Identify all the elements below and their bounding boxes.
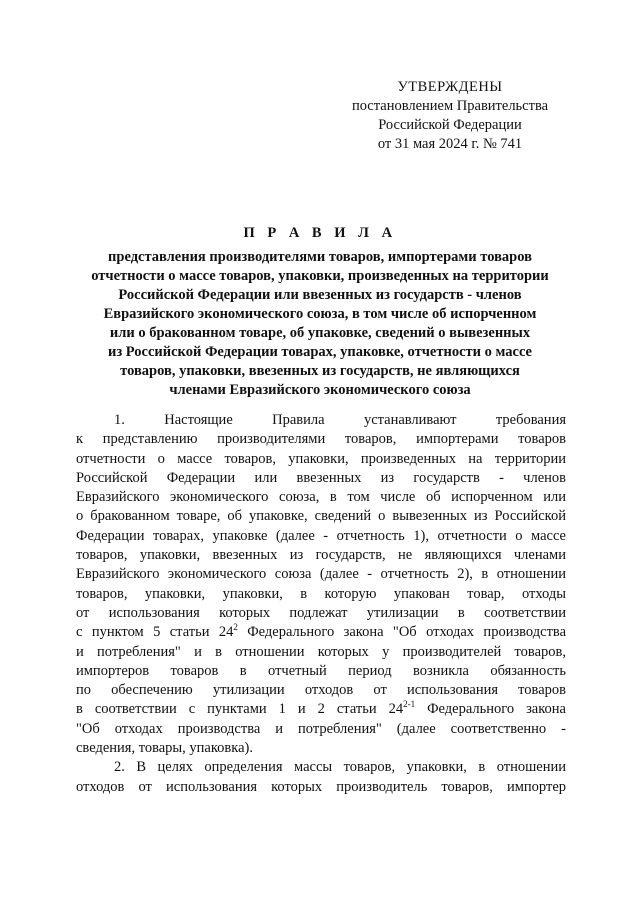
text-line: товаров, упаковки, ввезенных из государств, не являющихся членами bbox=[76, 547, 566, 564]
text-line: от использования которых подлежат утилизации в соответствии bbox=[76, 604, 566, 621]
text-line: по обеспечению утилизации отходов от использования товаров bbox=[76, 682, 566, 699]
document-subtitle bbox=[0, 248, 640, 400]
paragraph-2 bbox=[76, 758, 566, 797]
text-line: Евразийского экономического союза (далее - отчетность 2), в отношении bbox=[76, 566, 566, 583]
text-line: Федерации товарах, упаковке (далее - отчетность 1), отчетности о массе bbox=[76, 527, 566, 544]
document-title: П Р А В И Л А bbox=[243, 225, 397, 241]
text-line: "Об отходах производства и потребления" (далее соответственно - bbox=[76, 720, 566, 737]
approval-line: постановлением Правительства bbox=[351, 98, 549, 114]
text-line: товаров, упаковки, упаковки, в которую упакован товар, отходы bbox=[76, 585, 566, 602]
text-line: сведения, товары, упаковка). bbox=[76, 740, 253, 757]
superscript: 2 bbox=[233, 622, 238, 633]
text-line bbox=[76, 700, 566, 719]
text-line: импортеров товаров в отчетный период возникла обязанность bbox=[76, 662, 566, 679]
approval-word: УТВЕРЖДЕНЫ bbox=[397, 79, 503, 95]
subtitle-line: из Российской Федерации товарах, упаковке, отчетности о массе bbox=[107, 344, 532, 360]
approval-line: Российской Федерации bbox=[378, 117, 522, 133]
text-line: к представлению производителями товаров, импортерами товаров bbox=[76, 431, 566, 448]
approval-block bbox=[300, 78, 600, 154]
superscript: 2-1 bbox=[403, 699, 416, 710]
subtitle-line: или о бракованном товаре, об упаковке, сведений о вывезенных bbox=[109, 325, 531, 341]
text-line: отчетности о массе товаров, упаковки, произведенных на территории bbox=[76, 450, 566, 467]
subtitle-line: товаров, упаковки, ввезенных из государств, не являющихся bbox=[120, 363, 520, 379]
approval-date: от 31 мая 2024 г. № 741 bbox=[377, 136, 523, 152]
paragraph-1 bbox=[76, 411, 566, 758]
text-segment: Федерального закона bbox=[415, 701, 566, 718]
text-line: 1. Настоящие Правила устанавливают требования bbox=[114, 412, 566, 428]
subtitle-line: представления производителями товаров, импортерами товаров bbox=[108, 249, 532, 265]
subtitle-line: Евразийского экономического союза, в том числе об испорченном bbox=[103, 306, 537, 322]
text-line bbox=[76, 623, 566, 642]
subtitle-line: отчетности о массе товаров, упаковки, произведенных на территории bbox=[91, 268, 549, 284]
text-segment: в соответствии с пунктами 1 и 2 статьи 24 bbox=[76, 701, 404, 718]
text-segment: с пунктом 5 статьи 24 bbox=[76, 624, 234, 641]
subtitle-line: членами Евразийского экономического союза bbox=[169, 382, 471, 398]
text-line: о бракованном товаре, об упаковке, сведений о вывезенных из Российской bbox=[76, 508, 566, 525]
text-line: Евразийского экономического союза, в том числе об испорченном или bbox=[76, 489, 566, 506]
text-line: 2. В целях определения массы товаров, упаковки, в отношении bbox=[114, 759, 566, 776]
text-segment: Федерального закона "Об отходах производства bbox=[237, 624, 566, 641]
text-line: отходов от использования которых производитель товаров, импортер bbox=[76, 778, 566, 795]
text-line: Российской Федерации или ввезенных из государств - членов bbox=[76, 469, 566, 486]
text-line: и потребления" и в отношении которых у производителей товаров, bbox=[76, 643, 566, 660]
subtitle-line: Российской Федерации или ввезенных из государств - членов bbox=[118, 287, 522, 303]
document-body bbox=[76, 411, 566, 797]
